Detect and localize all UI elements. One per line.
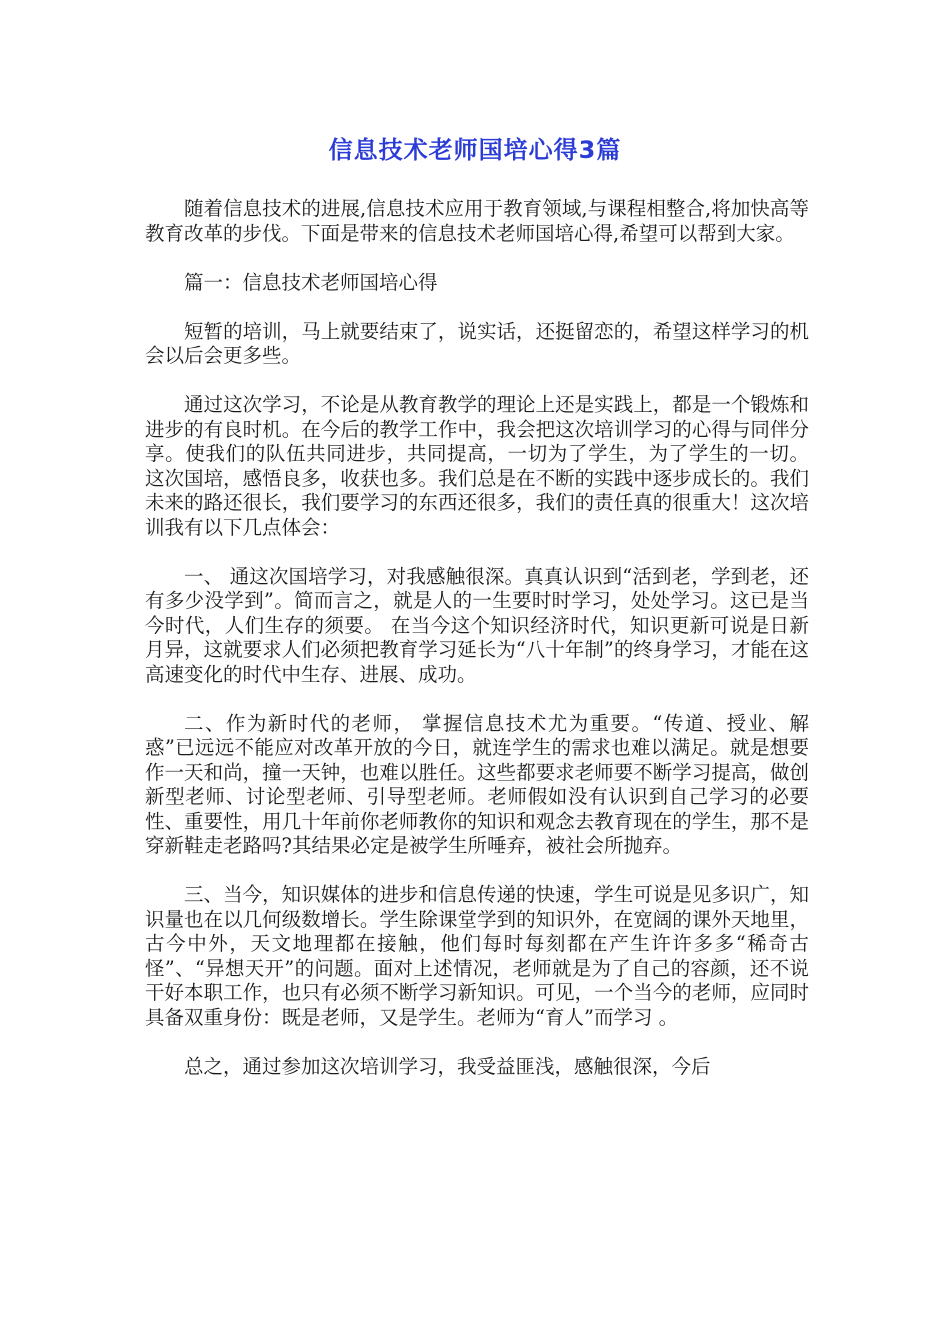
body-paragraph: 三、当今，知识媒体的进步和信息传递的快速，学生可说是见多识广，知识量也在以几何级数增长。学生除课堂学到的知识外，在宽阔的课外天地里，古今中外，天文地理都在接触，他们每时每刻都在产生许许多多“稀奇古怪”、“异想天开”的问题。面对上述情况，老师就是为了自己的容颜，还不说干好本职工作，也只有必须不断学习新知识。可见，一个当今的老师，应同时具备双重身份：既是老师，又是学生。老师为“育人”而学习 。 — [145, 883, 809, 1029]
body-paragraph: 通过这次学习，不论是从教育教学的理论上还是实践上，都是一个锻炼和进步的有良时机。在今后的教学工作中，我会把这次培训学习的心得与同伴分享。使我们的队伍共同进步，共同提高，一切为了学生，为了学生的一切。 这次国培，感悟良多，收获也多。我们总是在不断的实践中逐步成长的。我们未来的路还很长，我们要学习的东西还很多，我们的责任真的很重大！这次培训我有以下几点体会： — [145, 393, 809, 539]
document-title: 信息技术老师国培心得3篇 — [328, 136, 622, 164]
document-body — [145, 197, 809, 1079]
body-paragraph: 二、作为新时代的老师， 掌握信息技术尤为重要。“传道、授业、解惑”已远远不能应对改革开放的今日，就连学生的需求也难以满足。就是想要作一天和尚，撞一天钟，也难以胜任。这些都要求老师要不断学习提高，做创新型老师、讨论型老师、引导型老师。老师假如没有认识到自己学习的必要性、重要性，用几十年前你老师教你的知识和观念去教育现在的学生，那不是穿新鞋走老路吗?其结果必定是被学生所唾弃，被社会所抛弃。 — [145, 711, 809, 857]
intro-paragraph: 随着信息技术的进展,信息技术应用于教育领域,与课程相整合,将加快高等教育改革的步伐。下面是带来的信息技术老师国培心得,希望可以帮到大家。 — [145, 197, 809, 245]
section-heading: 篇一：信息技术老师国培心得 — [184, 270, 438, 294]
body-paragraph: 短暂的培训，马上就要结束了，说实话，还挺留恋的，希望这样学习的机会以后会更多些。 — [145, 319, 809, 367]
body-paragraph: 总之，通过参加这次培训学习，我受益匪浅，感触很深，今后 — [184, 1054, 711, 1078]
body-paragraph: 一、 通这次国培学习，对我感触很深。真真认识到“活到老，学到老，还有多少没学到”。简而言之，就是人的一生要时时学习，处处学习。这已是当今时代，人们生存的须要。 在当今这个知识经济时代，知识更新可说是日新月异，这就要求人们必须把教育学习延长为“八十年制”的终身学习，才能在这高速变化的时代中生存、进展、成功。 — [145, 564, 809, 686]
